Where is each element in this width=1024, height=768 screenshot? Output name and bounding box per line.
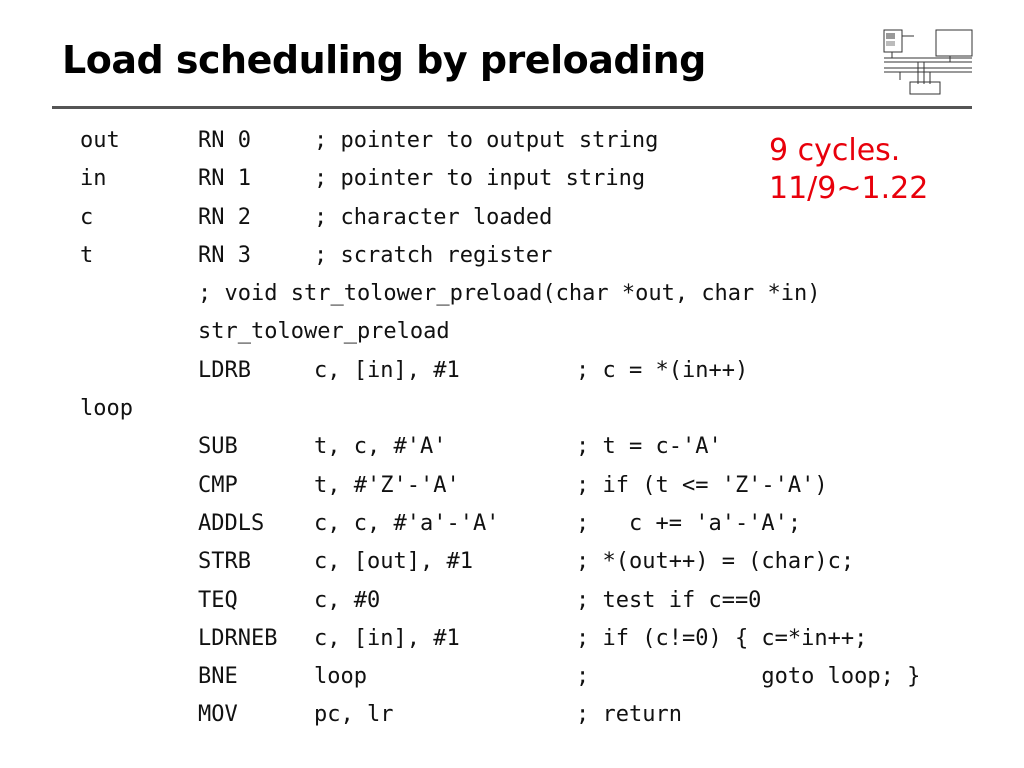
- title-divider: [52, 106, 972, 109]
- code-label: loop: [80, 396, 133, 422]
- code-comment: ; if (c!=0) { c=*in++;: [576, 625, 868, 651]
- code-label: in: [80, 166, 107, 192]
- code-args: c, [in], #1: [314, 625, 460, 651]
- code-comment: ; *(out++) = (char)c;: [576, 549, 855, 575]
- code-op: LDRNEB: [198, 625, 278, 651]
- code-op: CMP: [198, 472, 238, 498]
- system-diagram-logo: [880, 26, 976, 98]
- code-op: RN 2: [198, 204, 251, 230]
- code-op: TEQ: [198, 587, 238, 613]
- code-comment: ; c += 'a'-'A';: [576, 510, 802, 536]
- code-label: c: [80, 204, 94, 230]
- slide-title: Load scheduling by preloading: [62, 38, 706, 82]
- code-args: ; pointer to output string: [314, 128, 659, 153]
- code-args: c, [out], #1: [314, 549, 473, 575]
- cycle-note-line: 9 cycles.: [769, 133, 901, 168]
- code-args: c, c, #'a'-'A': [314, 510, 500, 536]
- code-op: RN 3: [198, 242, 251, 268]
- code-op: SUB: [198, 434, 238, 460]
- cycle-note: [769, 132, 928, 208]
- code-args: c, [in], #1: [314, 357, 460, 383]
- code-args: ; pointer to input string: [314, 166, 646, 192]
- code-label: out: [80, 128, 120, 153]
- code-comment: ; t = c-'A': [576, 434, 722, 460]
- code-args: loop: [314, 664, 367, 690]
- code-args: pc, lr: [314, 702, 394, 728]
- code-comment: ; test if c==0: [576, 587, 762, 613]
- code-args: t, c, #'A': [314, 434, 447, 460]
- code-op: LDRB: [198, 357, 251, 383]
- code-op: MOV: [198, 702, 238, 728]
- code-comment: ; if (t <= 'Z'-'A'): [576, 472, 828, 498]
- code-op: RN 0: [198, 128, 251, 153]
- code-op: ; void str_tolower_preload(char *out, char *in): [198, 281, 821, 307]
- code-comment: ; goto loop; }: [576, 664, 921, 690]
- code-label: t: [80, 242, 94, 268]
- code-args: ; scratch register: [314, 242, 553, 268]
- code-comment: ; return: [576, 702, 682, 728]
- code-op: str_tolower_preload: [198, 319, 450, 345]
- code-comment: ; c = *(in++): [576, 357, 749, 383]
- code-op: STRB: [198, 549, 251, 575]
- code-args: ; character loaded: [314, 204, 553, 230]
- cycle-note-line: 11/9~1.22: [769, 171, 929, 206]
- code-args: c, #0: [314, 587, 381, 613]
- code-op: RN 1: [198, 166, 251, 192]
- code-args: t, #'Z'-'A': [314, 472, 460, 498]
- code-op: BNE: [198, 664, 238, 690]
- code-op: ADDLS: [198, 510, 265, 536]
